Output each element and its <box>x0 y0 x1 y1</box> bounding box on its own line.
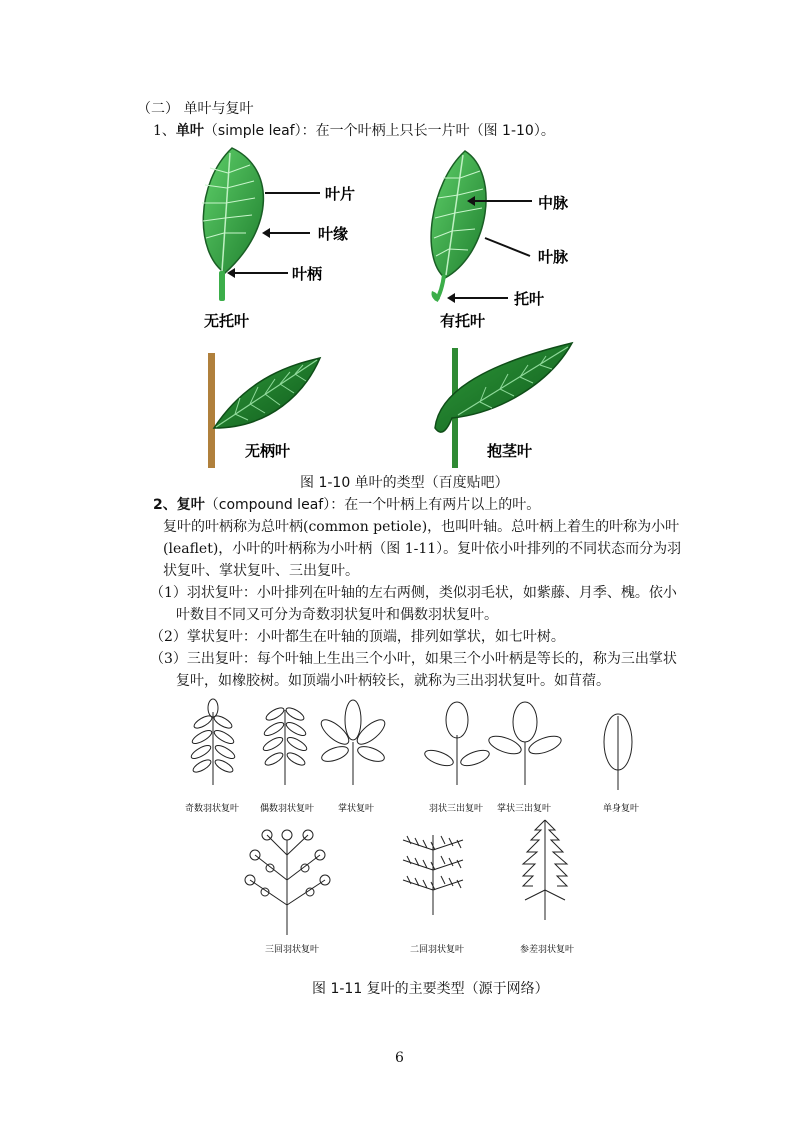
fig2-label-palmate-trifoliate: 掌状三出复叶 <box>497 804 552 814</box>
palmate-drawing <box>317 700 388 785</box>
fig2-label-pinnate-trifoliate: 羽状三出复叶 <box>429 804 484 814</box>
fig2-label-unifoliate: 单身复叶 <box>603 804 640 814</box>
interrupted-pinnate-drawing <box>523 820 567 920</box>
label-stipule: 托叶 <box>514 290 545 308</box>
compound-leaf-figure <box>175 690 660 962</box>
item-palmate-line-1: （2）掌状复叶：小叶都生在叶轴的顶端，排列如掌状，如七叶树。 <box>150 629 565 645</box>
simple-leaf-desc: （simple leaf）：在一个叶柄上只长一片叶（图 1-10）。 <box>203 123 555 139</box>
label-midrib: 中脉 <box>538 194 569 212</box>
simple-leaf-term: 单叶 <box>175 123 204 139</box>
bipinnate-drawing <box>403 835 463 915</box>
label-with-stipule: 有托叶 <box>440 312 486 330</box>
figure-1-10-caption: 图 1-10 单叶的类型（百度贴吧） <box>300 475 509 491</box>
fig2-label-bipinnate: 二回羽状复叶 <box>410 945 465 955</box>
pinnate-trifoliate-drawing <box>423 702 491 785</box>
label-blade: 叶片 <box>325 185 356 203</box>
leaf-no-stipule <box>202 148 263 301</box>
compound-leaf-term: 复叶 <box>176 497 205 513</box>
item-ternate-line-1: （3）三出复叶：每个叶轴上生出三个小叶，如果三个小叶柄是等长的，称为三出掌状 <box>150 651 677 667</box>
compound-desc-line-2: (leaflet)，小叶的叶柄称为小叶柄（图 1-11）。复叶依小叶排列的不同状态而分为羽 <box>163 541 682 557</box>
even-pinnate-drawing <box>261 706 308 785</box>
label-no-stipule: 无托叶 <box>204 312 250 330</box>
label-margin: 叶缘 <box>318 225 349 243</box>
compound-leaf-desc: （compound leaf）：在一个叶柄上有两片以上的叶。 <box>204 497 541 513</box>
tripinnate-drawing <box>245 830 330 935</box>
page-number: 6 <box>395 1050 404 1066</box>
simple-leaf-figure <box>190 143 590 468</box>
fig2-label-interrupted-pinnate: 参差羽状复叶 <box>520 945 575 955</box>
item-ternate-line-2: 复叶，如橡胶树。如顶端小叶柄较长，就称为三出羽状复叶。如苜蓿。 <box>176 673 610 689</box>
fig2-label-palmate: 掌状复叶 <box>338 804 375 814</box>
palmate-trifoliate-drawing <box>487 702 564 785</box>
compound-leaf-number: 2、 <box>153 497 177 513</box>
label-vein: 叶脉 <box>538 248 569 266</box>
section-heading: （二） 单叶与复叶 <box>137 101 254 117</box>
simple-leaf-definition <box>153 121 555 141</box>
label-clasping: 抱茎叶 <box>487 442 533 460</box>
compound-desc-line-3: 状复叶、掌状复叶、三出复叶。 <box>163 563 359 579</box>
simple-leaf-number: 1、 <box>153 123 176 139</box>
label-petiole: 叶柄 <box>292 265 323 283</box>
fig2-label-even-pinnate: 偶数羽状复叶 <box>260 804 315 814</box>
figure-1-11-caption: 图 1-11 复叶的主要类型（源于网络） <box>312 981 549 997</box>
item-pinnate-line-2: 叶数目不同又可分为奇数羽状复叶和偶数羽状复叶。 <box>176 607 498 623</box>
fig2-label-odd-pinnate: 奇数羽状复叶 <box>185 804 240 814</box>
unifoliate-drawing <box>604 714 632 790</box>
item-pinnate-line-1: （1）羽状复叶：小叶排列在叶轴的左右两侧，类似羽毛状，如紫藤、月季、槐。依小 <box>150 585 677 601</box>
odd-pinnate-drawing <box>189 699 236 785</box>
leaf-with-stipule <box>431 151 486 301</box>
label-sessile: 无柄叶 <box>245 442 291 460</box>
fig2-label-tripinnate: 三回羽状复叶 <box>265 945 320 955</box>
compound-desc-line-1: 复叶的叶柄称为总叶柄(common petiole)，也叫叶轴。总叶柄上着生的叶称为小叶 <box>163 519 680 535</box>
compound-leaf-definition <box>153 495 540 515</box>
